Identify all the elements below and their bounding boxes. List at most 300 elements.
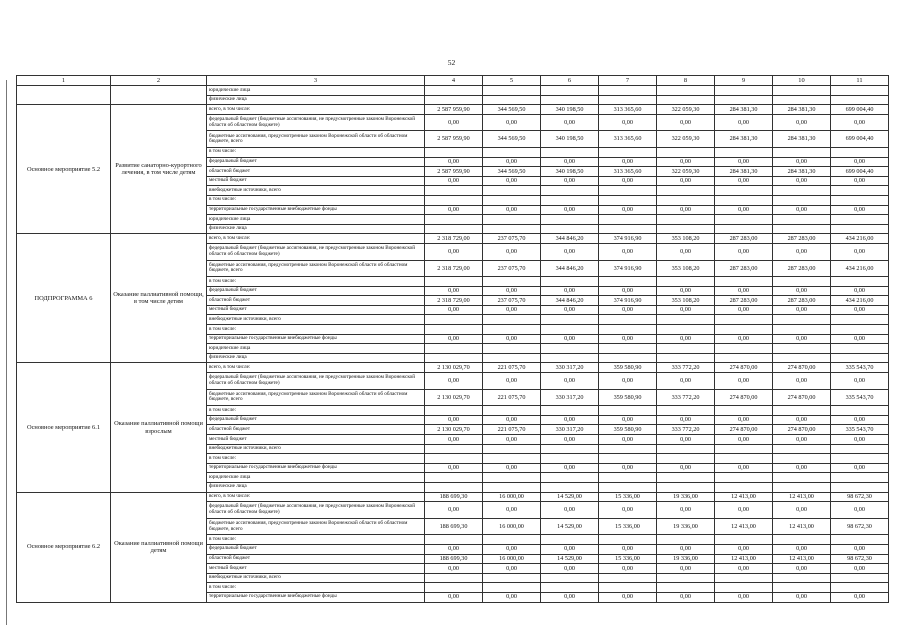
amount-cell: 359 580,90 (599, 363, 657, 373)
amount-cell: 0,00 (657, 435, 715, 445)
amount-cell (483, 353, 541, 363)
funding-source-cell: федеральный бюджет (207, 544, 425, 554)
amount-cell: 0,00 (599, 286, 657, 296)
amount-cell (831, 186, 889, 196)
funding-source-cell: территориальные государственные внебюджетные фонды (207, 592, 425, 602)
amount-cell: 0,00 (657, 373, 715, 390)
table-row (17, 363, 889, 373)
amount-cell (773, 583, 831, 593)
amount-cell: 0,00 (483, 435, 541, 445)
amount-cell: 274 870,00 (715, 389, 773, 406)
amount-cell (541, 95, 599, 105)
amount-cell: 0,00 (657, 564, 715, 574)
amount-cell (715, 454, 773, 464)
funding-source-cell: местный бюджет (207, 305, 425, 315)
funding-source-cell: физические лица (207, 353, 425, 363)
amount-cell: 0,00 (599, 243, 657, 260)
amount-cell: 284 381,30 (715, 167, 773, 177)
amount-cell (541, 573, 599, 583)
funding-source-cell: областной бюджет (207, 167, 425, 177)
amount-cell (541, 147, 599, 157)
amount-cell: 237 075,70 (483, 260, 541, 277)
funding-source-cell: федеральный бюджет (бюджетные ассигнования, не предусмотренные законом Воронежской области об областном бюджете) (207, 502, 425, 519)
amount-cell: 344 846,20 (541, 260, 599, 277)
amount-cell: 188 699,30 (425, 518, 483, 535)
amount-cell: 322 059,30 (657, 131, 715, 148)
amount-cell: 0,00 (599, 205, 657, 215)
amount-cell (599, 215, 657, 225)
funding-source-cell: местный бюджет (207, 564, 425, 574)
amount-cell: 0,00 (425, 334, 483, 344)
amount-cell: 344 846,20 (541, 296, 599, 306)
amount-cell: 0,00 (715, 463, 773, 473)
amount-cell: 0,00 (715, 305, 773, 315)
amount-cell (657, 86, 715, 96)
amount-cell: 0,00 (599, 463, 657, 473)
amount-cell: 2 130 029,70 (425, 425, 483, 435)
amount-cell: 284 381,30 (715, 131, 773, 148)
amount-cell: 287 283,00 (715, 296, 773, 306)
amount-cell: 0,00 (541, 305, 599, 315)
amount-cell (715, 277, 773, 287)
amount-cell (599, 353, 657, 363)
amount-cell (483, 535, 541, 545)
amount-cell: 0,00 (541, 205, 599, 215)
amount-cell (425, 583, 483, 593)
amount-cell (483, 147, 541, 157)
amount-cell: 15 336,00 (599, 518, 657, 535)
funding-source-cell: федеральный бюджет (207, 157, 425, 167)
amount-cell: 0,00 (599, 334, 657, 344)
amount-cell: 0,00 (541, 114, 599, 131)
amount-cell: 335 543,70 (831, 363, 889, 373)
amount-cell: 2 587 959,90 (425, 105, 483, 115)
amount-cell (773, 344, 831, 354)
amount-cell (541, 535, 599, 545)
funding-source-cell: в том числе: (207, 147, 425, 157)
amount-cell (831, 315, 889, 325)
amount-cell (541, 315, 599, 325)
amount-cell: 335 543,70 (831, 389, 889, 406)
amount-cell: 287 283,00 (773, 296, 831, 306)
amount-cell (773, 315, 831, 325)
amount-cell (715, 315, 773, 325)
funding-source-cell: внебюджетные источники, всего (207, 186, 425, 196)
amount-cell (715, 215, 773, 225)
funding-source-cell: бюджетные ассигнования, предусмотренные законом Воронежской области об областном бюджете, всего (207, 260, 425, 277)
amount-cell (541, 583, 599, 593)
amount-cell (773, 147, 831, 157)
amount-cell (715, 86, 773, 96)
amount-cell: 0,00 (599, 592, 657, 602)
amount-cell: 284 381,30 (773, 131, 831, 148)
funding-source-cell: юридические лица (207, 344, 425, 354)
funding-source-cell: федеральный бюджет (бюджетные ассигнования, не предусмотренные законом Воронежской области об областном бюджете) (207, 114, 425, 131)
amount-cell: 0,00 (541, 544, 599, 554)
amount-cell (599, 583, 657, 593)
amount-cell: 0,00 (599, 435, 657, 445)
amount-cell (657, 444, 715, 454)
amount-cell: 0,00 (715, 435, 773, 445)
funding-source-cell: местный бюджет (207, 435, 425, 445)
amount-cell (599, 535, 657, 545)
amount-cell (483, 315, 541, 325)
amount-cell: 0,00 (715, 176, 773, 186)
amount-cell: 359 580,90 (599, 425, 657, 435)
amount-cell: 221 075,70 (483, 425, 541, 435)
amount-cell (773, 535, 831, 545)
amount-cell: 0,00 (425, 286, 483, 296)
funding-source-cell: физические лица (207, 224, 425, 234)
amount-cell: 19 336,00 (657, 554, 715, 564)
measure-name-cell: Основное мероприятие 6.1 (17, 363, 111, 492)
amount-cell: 0,00 (773, 305, 831, 315)
column-number-header: 4 (425, 76, 483, 86)
amount-cell: 0,00 (541, 373, 599, 390)
amount-cell: 374 916,90 (599, 260, 657, 277)
amount-cell (425, 195, 483, 205)
measure-title-cell: Оказание паллиативной помощи взрослым (111, 363, 207, 492)
amount-cell (773, 406, 831, 416)
funding-source-cell: в том числе: (207, 454, 425, 464)
funding-source-cell: областной бюджет (207, 425, 425, 435)
page-margin-rule (6, 80, 7, 625)
amount-cell (831, 583, 889, 593)
amount-cell (425, 86, 483, 96)
amount-cell (541, 473, 599, 483)
amount-cell (773, 482, 831, 492)
amount-cell (831, 454, 889, 464)
amount-cell: 0,00 (773, 435, 831, 445)
amount-cell (425, 535, 483, 545)
amount-cell: 0,00 (541, 415, 599, 425)
amount-cell: 12 413,00 (773, 554, 831, 564)
amount-cell (483, 573, 541, 583)
column-number-header: 10 (773, 76, 831, 86)
funding-source-cell: бюджетные ассигнования, предусмотренные законом Воронежской области об областном бюджете, всего (207, 518, 425, 535)
amount-cell (715, 147, 773, 157)
amount-cell (657, 277, 715, 287)
amount-cell: 0,00 (599, 415, 657, 425)
amount-cell: 19 336,00 (657, 492, 715, 502)
funding-source-cell: юридические лица (207, 473, 425, 483)
amount-cell: 0,00 (483, 157, 541, 167)
amount-cell: 344 846,20 (541, 234, 599, 244)
amount-cell: 359 580,90 (599, 389, 657, 406)
amount-cell (773, 444, 831, 454)
amount-cell: 0,00 (773, 176, 831, 186)
amount-cell: 340 198,50 (541, 167, 599, 177)
amount-cell (831, 195, 889, 205)
amount-cell: 0,00 (831, 373, 889, 390)
amount-cell: 14 529,00 (541, 492, 599, 502)
amount-cell: 98 672,30 (831, 554, 889, 564)
amount-cell: 2 130 029,70 (425, 363, 483, 373)
column-number-header: 1 (17, 76, 111, 86)
amount-cell: 0,00 (715, 286, 773, 296)
measure-title-cell: Развитие санаторно-курортного лечения, в том числе детям (111, 105, 207, 234)
funding-source-cell: федеральный бюджет (бюджетные ассигнования, не предусмотренные законом Воронежской области об областном бюджете) (207, 243, 425, 260)
amount-cell: 0,00 (657, 205, 715, 215)
amount-cell: 0,00 (831, 564, 889, 574)
amount-cell: 330 317,20 (541, 425, 599, 435)
amount-cell: 0,00 (483, 305, 541, 315)
table-row (17, 86, 889, 96)
amount-cell: 0,00 (715, 373, 773, 390)
budget-table-body (17, 76, 889, 603)
amount-cell: 221 075,70 (483, 389, 541, 406)
amount-cell (831, 325, 889, 335)
amount-cell (541, 454, 599, 464)
amount-cell (425, 147, 483, 157)
amount-cell: 333 772,20 (657, 389, 715, 406)
amount-cell: 2 587 959,90 (425, 131, 483, 148)
amount-cell: 322 059,30 (657, 167, 715, 177)
amount-cell: 188 699,30 (425, 554, 483, 564)
amount-cell (425, 325, 483, 335)
amount-cell (599, 95, 657, 105)
amount-cell (715, 482, 773, 492)
funding-source-cell: юридические лица (207, 86, 425, 96)
amount-cell: 0,00 (773, 286, 831, 296)
amount-cell (483, 195, 541, 205)
funding-source-cell: физические лица (207, 95, 425, 105)
amount-cell (715, 325, 773, 335)
amount-cell: 0,00 (831, 502, 889, 519)
amount-cell: 0,00 (541, 157, 599, 167)
column-number-header: 9 (715, 76, 773, 86)
amount-cell: 0,00 (657, 334, 715, 344)
amount-cell: 0,00 (657, 544, 715, 554)
amount-cell (657, 95, 715, 105)
amount-cell: 14 529,00 (541, 518, 599, 535)
column-number-header: 5 (483, 76, 541, 86)
amount-cell: 0,00 (773, 157, 831, 167)
amount-cell (715, 583, 773, 593)
amount-cell (715, 473, 773, 483)
measure-name-cell: Основное мероприятие 5.2 (17, 105, 111, 234)
amount-cell (425, 186, 483, 196)
amount-cell (773, 224, 831, 234)
amount-cell: 335 543,70 (831, 425, 889, 435)
amount-cell (773, 186, 831, 196)
amount-cell (715, 95, 773, 105)
amount-cell: 0,00 (773, 243, 831, 260)
measure-title-cell: Оказание паллиативной помощи, в том числе детям (111, 234, 207, 363)
amount-cell (425, 95, 483, 105)
amount-cell (657, 482, 715, 492)
funding-source-cell: всего, в том числе: (207, 363, 425, 373)
amount-cell: 0,00 (483, 415, 541, 425)
amount-cell: 340 198,50 (541, 105, 599, 115)
amount-cell: 0,00 (541, 435, 599, 445)
amount-cell: 221 075,70 (483, 363, 541, 373)
amount-cell (483, 277, 541, 287)
amount-cell: 353 108,20 (657, 260, 715, 277)
amount-cell: 188 699,30 (425, 492, 483, 502)
amount-cell: 284 381,30 (773, 105, 831, 115)
amount-cell (657, 583, 715, 593)
amount-cell (831, 573, 889, 583)
page-number: 52 (447, 58, 456, 67)
amount-cell (657, 573, 715, 583)
funding-source-cell: внебюджетные источники, всего (207, 573, 425, 583)
amount-cell: 0,00 (599, 502, 657, 519)
measure-name-cell: Основное мероприятие 6.2 (17, 492, 111, 602)
amount-cell: 0,00 (657, 286, 715, 296)
amount-cell: 0,00 (541, 463, 599, 473)
amount-cell (657, 315, 715, 325)
amount-cell (599, 473, 657, 483)
amount-cell (831, 444, 889, 454)
amount-cell: 0,00 (425, 176, 483, 186)
funding-source-cell: территориальные государственные внебюджетные фонды (207, 205, 425, 215)
funding-source-cell: в том числе: (207, 325, 425, 335)
column-number-header: 2 (111, 76, 207, 86)
amount-cell: 313 365,60 (599, 105, 657, 115)
amount-cell (715, 353, 773, 363)
funding-source-cell: федеральный бюджет (207, 286, 425, 296)
funding-source-cell: федеральный бюджет (207, 415, 425, 425)
amount-cell: 0,00 (831, 157, 889, 167)
amount-cell: 16 000,00 (483, 518, 541, 535)
header-row (17, 76, 889, 86)
amount-cell: 0,00 (831, 415, 889, 425)
column-number-header: 6 (541, 76, 599, 86)
amount-cell: 330 317,20 (541, 363, 599, 373)
amount-cell (831, 482, 889, 492)
amount-cell: 0,00 (599, 544, 657, 554)
amount-cell: 344 569,50 (483, 167, 541, 177)
amount-cell: 12 413,00 (773, 492, 831, 502)
amount-cell (831, 215, 889, 225)
amount-cell: 2 318 729,00 (425, 296, 483, 306)
funding-source-cell: в том числе: (207, 583, 425, 593)
amount-cell (425, 277, 483, 287)
amount-cell: 322 059,30 (657, 105, 715, 115)
amount-cell: 287 283,00 (773, 234, 831, 244)
amount-cell: 0,00 (773, 334, 831, 344)
amount-cell: 0,00 (773, 502, 831, 519)
amount-cell: 0,00 (599, 373, 657, 390)
amount-cell: 333 772,20 (657, 363, 715, 373)
amount-cell (773, 473, 831, 483)
amount-cell: 0,00 (425, 564, 483, 574)
amount-cell (831, 95, 889, 105)
amount-cell (483, 444, 541, 454)
amount-cell: 0,00 (773, 592, 831, 602)
amount-cell: 0,00 (657, 243, 715, 260)
amount-cell (425, 344, 483, 354)
amount-cell (657, 186, 715, 196)
funding-source-cell: бюджетные ассигнования, предусмотренные законом Воронежской области об областном бюджете, всего (207, 389, 425, 406)
amount-cell (425, 215, 483, 225)
amount-cell (831, 535, 889, 545)
amount-cell (831, 344, 889, 354)
amount-cell: 0,00 (715, 544, 773, 554)
budget-table (16, 75, 889, 603)
amount-cell (773, 573, 831, 583)
amount-cell: 0,00 (715, 334, 773, 344)
amount-cell (599, 195, 657, 205)
amount-cell: 0,00 (541, 243, 599, 260)
amount-cell: 0,00 (773, 544, 831, 554)
amount-cell (599, 315, 657, 325)
amount-cell: 0,00 (541, 176, 599, 186)
amount-cell: 0,00 (425, 205, 483, 215)
amount-cell: 274 870,00 (773, 363, 831, 373)
amount-cell (541, 444, 599, 454)
amount-cell (541, 325, 599, 335)
amount-cell: 15 336,00 (599, 492, 657, 502)
amount-cell (599, 406, 657, 416)
amount-cell: 0,00 (773, 564, 831, 574)
amount-cell (657, 473, 715, 483)
funding-source-cell: бюджетные ассигнования, предусмотренные законом Воронежской области об областном бюджете, всего (207, 131, 425, 148)
amount-cell: 0,00 (483, 502, 541, 519)
amount-cell: 699 004,40 (831, 131, 889, 148)
amount-cell: 0,00 (425, 592, 483, 602)
amount-cell (773, 325, 831, 335)
amount-cell: 0,00 (599, 157, 657, 167)
amount-cell (541, 277, 599, 287)
amount-cell (541, 86, 599, 96)
column-number-header: 7 (599, 76, 657, 86)
amount-cell (773, 95, 831, 105)
column-number-header: 11 (831, 76, 889, 86)
amount-cell (425, 315, 483, 325)
amount-cell (715, 344, 773, 354)
funding-source-cell: территориальные государственные внебюджетные фонды (207, 463, 425, 473)
amount-cell (541, 186, 599, 196)
amount-cell (831, 86, 889, 96)
amount-cell: 0,00 (657, 305, 715, 315)
amount-cell (715, 406, 773, 416)
amount-cell: 0,00 (483, 592, 541, 602)
column-number-header: 3 (207, 76, 425, 86)
funding-source-cell: в том числе: (207, 535, 425, 545)
amount-cell: 0,00 (773, 415, 831, 425)
amount-cell (773, 277, 831, 287)
amount-cell: 353 108,20 (657, 296, 715, 306)
amount-cell: 0,00 (541, 564, 599, 574)
amount-cell: 344 569,50 (483, 131, 541, 148)
amount-cell: 0,00 (425, 305, 483, 315)
amount-cell (599, 482, 657, 492)
amount-cell (715, 195, 773, 205)
measure-title-cell (111, 86, 207, 105)
amount-cell (773, 195, 831, 205)
amount-cell: 0,00 (715, 205, 773, 215)
funding-source-cell: в том числе: (207, 277, 425, 287)
amount-cell (831, 406, 889, 416)
amount-cell (599, 344, 657, 354)
amount-cell (831, 473, 889, 483)
funding-source-cell: областной бюджет (207, 296, 425, 306)
amount-cell (773, 454, 831, 464)
amount-cell: 434 216,00 (831, 234, 889, 244)
amount-cell (831, 353, 889, 363)
amount-cell: 0,00 (425, 373, 483, 390)
amount-cell: 699 004,40 (831, 105, 889, 115)
amount-cell (657, 215, 715, 225)
amount-cell: 0,00 (715, 157, 773, 167)
amount-cell: 0,00 (599, 564, 657, 574)
amount-cell: 14 529,00 (541, 554, 599, 564)
funding-source-cell: физические лица (207, 482, 425, 492)
amount-cell: 374 916,90 (599, 296, 657, 306)
amount-cell: 16 000,00 (483, 554, 541, 564)
